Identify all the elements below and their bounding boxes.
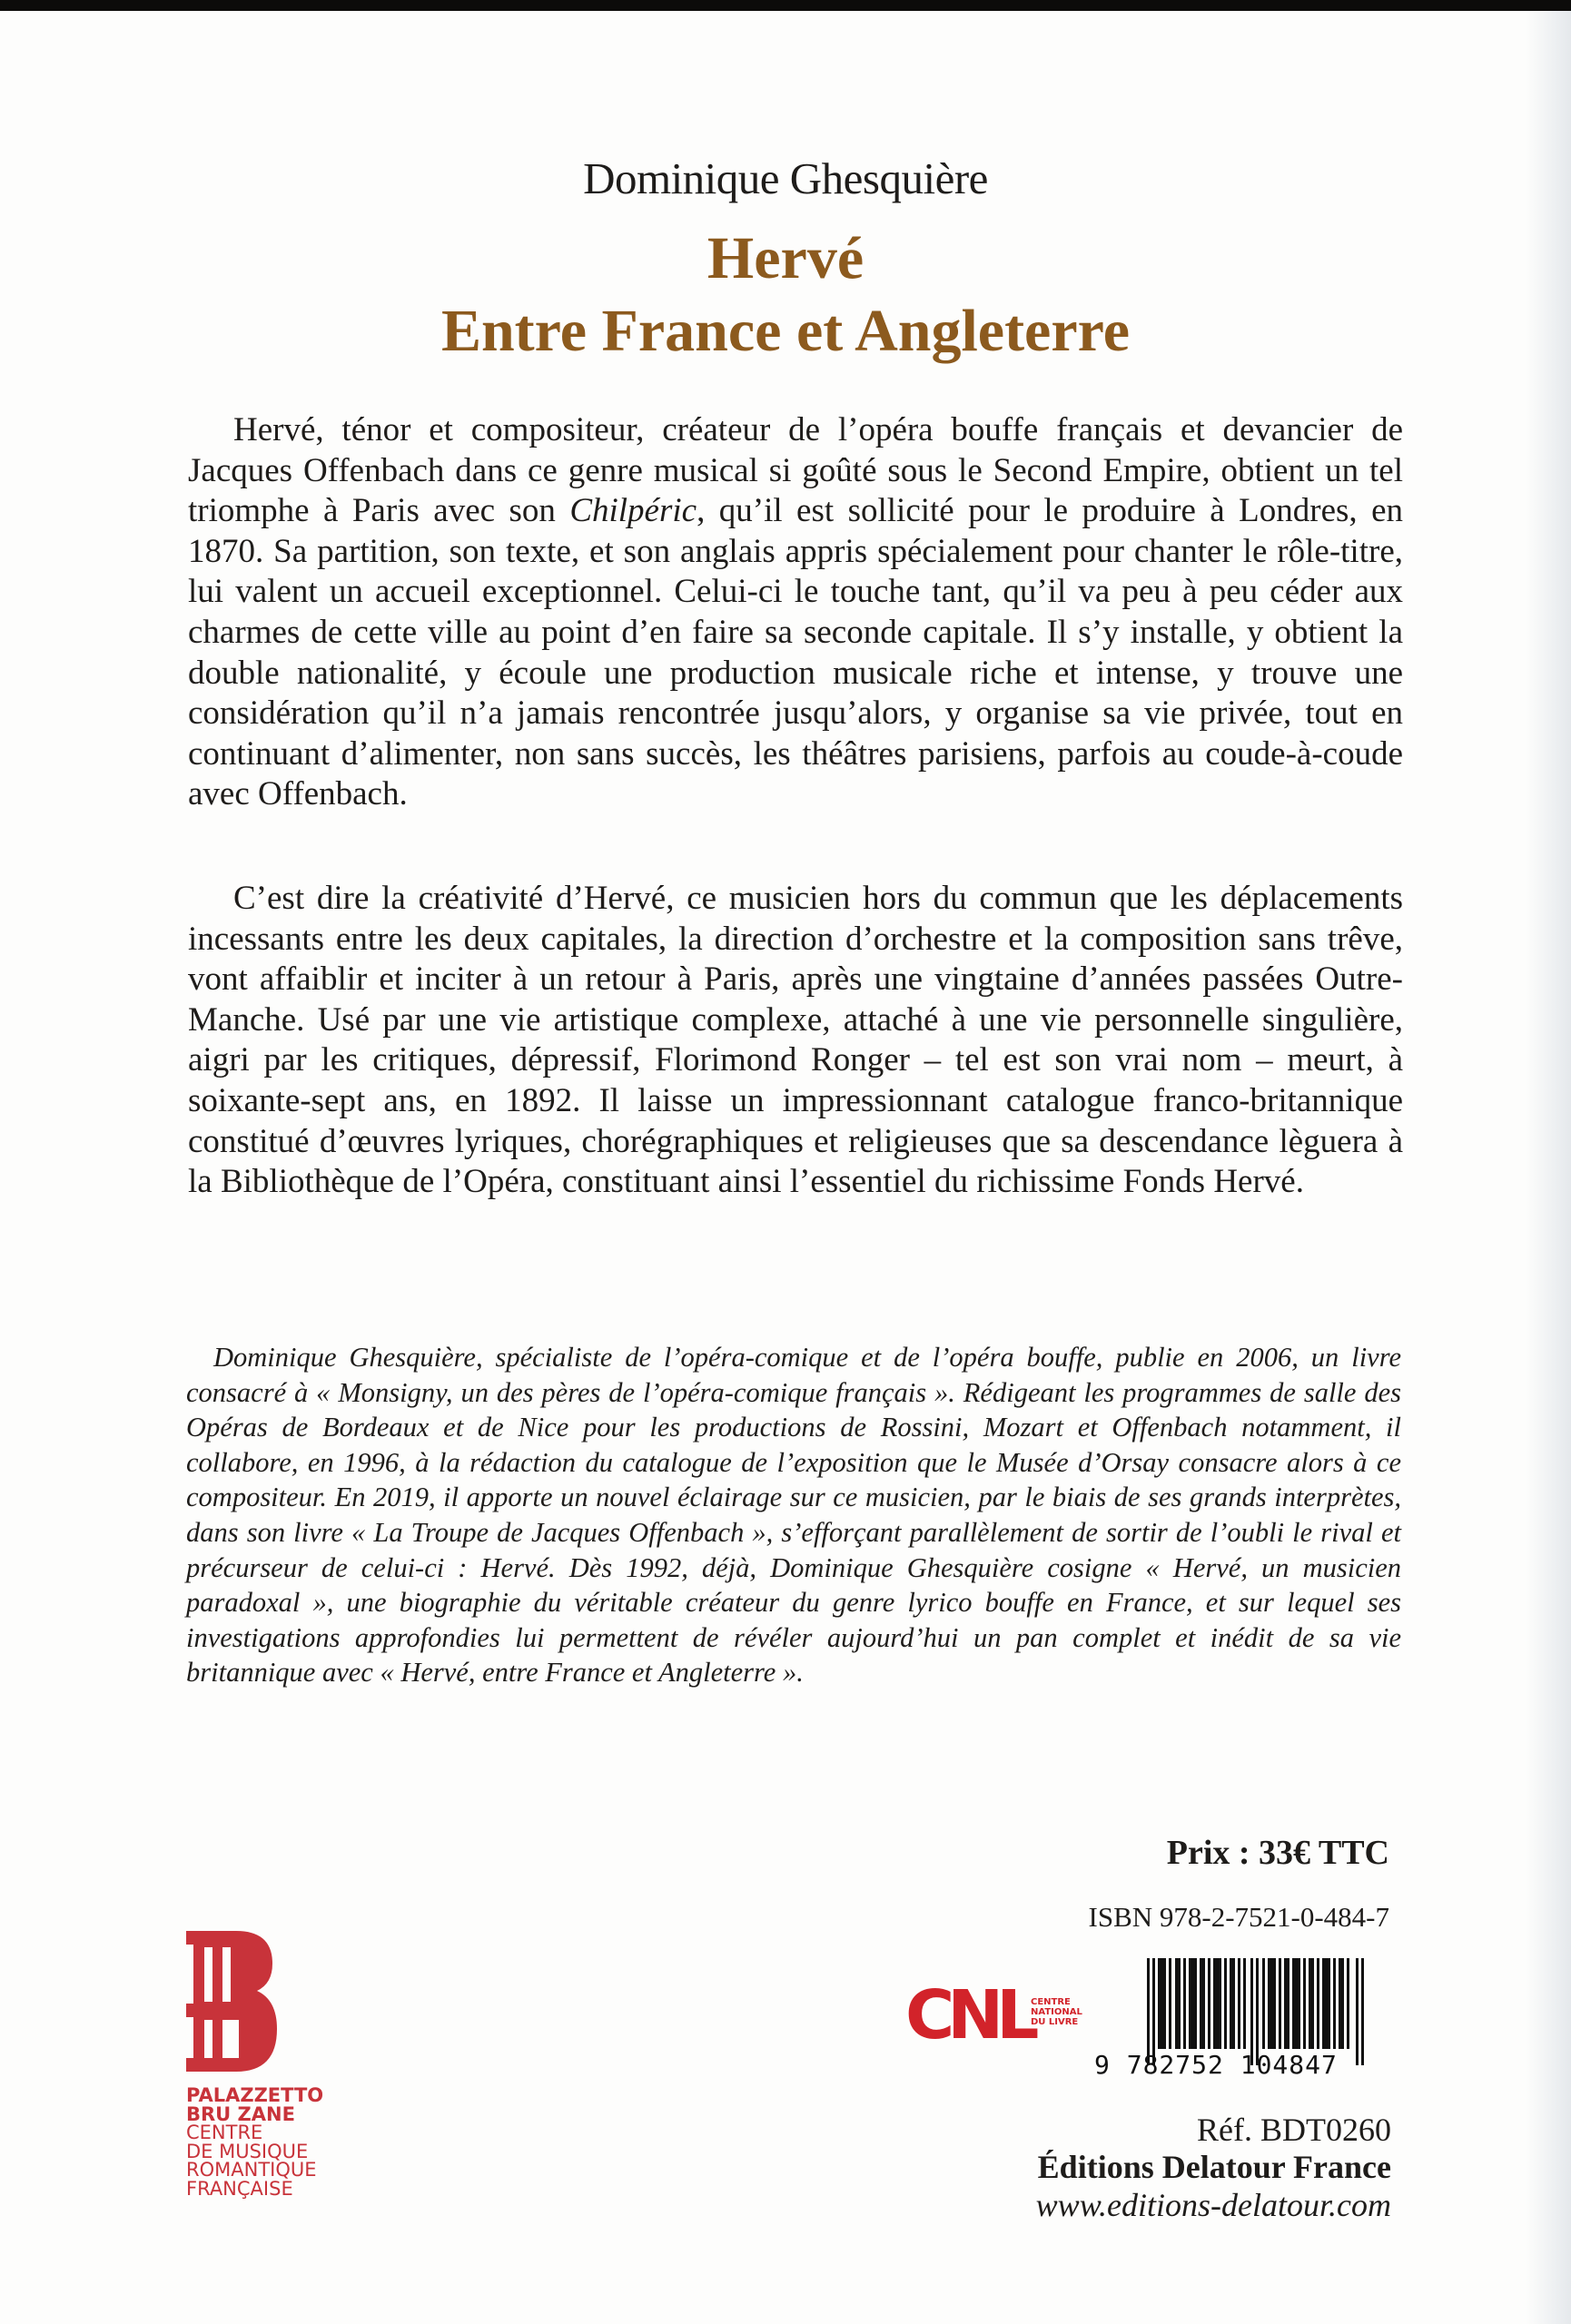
summary-text-2: C’est dire la créativité d’Hervé, ce musicien hors du commun que les déplacements incessants entre les deux capitales, la direction d’orchestre et la composition sans trêve, vont affaiblir et inciter à un retour à Paris, après une vingtaine d’années passées Outre-Manche. Usé par une vie artistique complexe, attaché à une vie personnelle singulière, aigri par les critiques, dépressif, Florimond Ronger – tel est son vrai nom – meurt, à soixante-sept ans, en 1892. Il laisse un impressionnant catalogue franco-britannique constitué d’œuvres lyriques, chorégraphiques et religieuses que sa descendance lèguera à la Bibliothèque de l’Opéra, constituant ainsi l’essentiel du richissime Fonds Hervé. xyxy=(188,880,1403,1201)
pbz-line-6: FRANÇAISE xyxy=(186,2177,293,2200)
pbz-line-2: BRU ZANE xyxy=(186,2102,295,2125)
title-line-2: Entre France et Angleterre xyxy=(440,298,1131,364)
price-label: Prix : 33€ TTC xyxy=(1166,1834,1389,1872)
cnl-line-3: DU LIVRE xyxy=(1031,2017,1079,2027)
summary-paragraph-1 xyxy=(188,410,1403,815)
cnl-logo xyxy=(905,1976,1087,2070)
author-bio-text: Dominique Ghesquière, spécialiste de l’opéra-comique et de l’opéra bouffe, publie en 2006, un livre consacré à « Monsigny, un des pères de l’opéra-comique français ». Rédigeant les programmes de salle des Opéras de Bordeaux et de Nice pour les productions de Rossini, Mozart et Offenbach notamment, il collabore, en 1996, à la rédaction du catalogue de l’exposition que le Musée d’Orsay consacre alors à ce compositeur. En 2019, il apporte un nouvel éclairage sur ce musicien, par le biais de ses grands interprètes, dans son livre « La Troupe de Jacques Offenbach », s’efforçant parallèlement de sortir de l’oubli le rival et précurseur de celui-ci : Hervé. Dès 1992, déjà, Dominique Ghesquière cosigne « Hervé, un musicien paradoxal », une biographie du véritable créateur du genre lyrico bouffe en France, et sur lequel ses investigations approfondies lui permettent de révéler aujourd’hui un pan complet et inédit de sa vie britannique avec « Hervé, entre France et Angleterre ». xyxy=(186,1342,1401,1689)
title-line-1: Hervé xyxy=(706,225,865,291)
cnl-letters: CNL xyxy=(905,1976,1033,2054)
pbz-line-3: CENTRE xyxy=(186,2122,263,2143)
palazzetto-bru-zane-text xyxy=(186,2086,323,2198)
summary-text-continued: , qu’il est sollicité pour le produire à Londres, en 1870. Sa partition, son texte, et son anglais appris spécialement pour chanter le rôle-titre, lui valent un accueil exceptionnel. Celui-ci le touche tant, qu’il va peu à peu céder aux charmes de cette ville au point d’en faire sa seconde capitale. Il s’y installe, y obtient la double nationalité, y écoule une production musicale riche et intense, y trouve une considération qu’il n’a jamais rencontrée jusqu’alors, y organise sa vie privée, tout en continuant d’alimenter, non sans succès, les théâtres parisiens, parfois au coude-à-coude avec Offenbach. xyxy=(188,492,1403,813)
summary-paragraph-2 xyxy=(188,879,1403,1203)
work-title-chilperic: Chilpéric xyxy=(569,492,697,530)
cnl-subtitle xyxy=(1031,1997,1082,2027)
isbn-label: ISBN 978-2-7521-0-484-7 xyxy=(1088,1901,1389,1933)
book-title xyxy=(0,222,1571,368)
palazzetto-bru-zane-logo-icon xyxy=(186,1931,277,2072)
barcode-number: 9 782752 104847 xyxy=(1094,2050,1338,2080)
pbz-line-5: ROMANTIQUE xyxy=(186,2159,317,2181)
publisher-website-link[interactable]: www.editions-delatour.com xyxy=(1035,2187,1391,2223)
summary-text: Hervé, ténor et compositeur, créateur de l’opéra bouffe français et devancier de Jacques Offenbach dans ce genre musical si goûté sous le Second Empire, obtient un tel triomphe à Paris avec son xyxy=(188,411,1403,530)
scan-top-edge xyxy=(0,0,1571,11)
publisher-name: Éditions Delatour France xyxy=(1037,2149,1391,2185)
cnl-line-2: NATIONAL xyxy=(1031,2007,1082,2017)
pbz-line-4: DE MUSIQUE xyxy=(186,2140,309,2162)
cnl-line-1: CENTRE xyxy=(1031,1997,1071,2007)
author-name: Dominique Ghesquière xyxy=(583,153,988,203)
author-biography xyxy=(186,1340,1401,1690)
pbz-line-1: PALAZZETTO xyxy=(186,2084,324,2106)
reference-number: Réf. BDT0260 xyxy=(1197,2112,1391,2148)
